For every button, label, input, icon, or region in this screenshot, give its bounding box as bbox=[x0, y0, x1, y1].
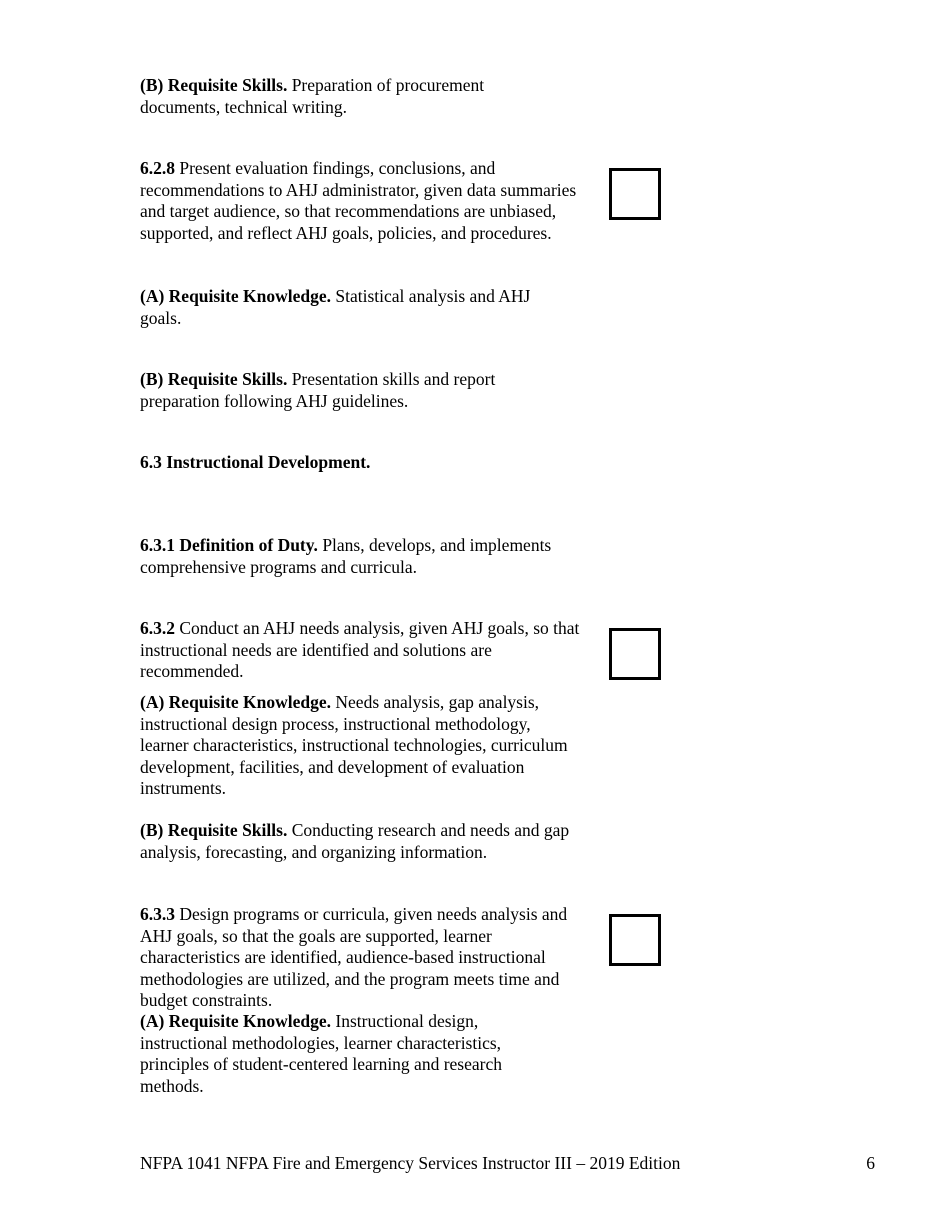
item-6-3-1-paragraph bbox=[140, 535, 590, 578]
requisite-knowledge-paragraph bbox=[140, 692, 570, 800]
requisite-skills-paragraph bbox=[140, 820, 575, 863]
item-6-3-1-text: Plans, develops, and implements comprehensive programs and curricula. bbox=[140, 535, 552, 577]
item-6-2-8-paragraph bbox=[140, 158, 595, 244]
item-6-2-8-text: Present evaluation findings, conclusions, and recommendations to AHJ administrator, given data summaries and target audience, so that recommendations are unbiased, supported, and reflect AHJ goals, policies, and procedures. bbox=[140, 158, 577, 243]
requisite-knowledge-text: Needs analysis, gap analysis, instructional design process, instructional methodology, learner characteristics, instructional technologies, curriculum development, facilities, and development of evaluation instruments. bbox=[140, 692, 568, 798]
requisite-knowledge-paragraph bbox=[140, 1011, 540, 1097]
section-heading-text: 6.3 Instructional Development. bbox=[140, 452, 371, 472]
requisite-knowledge-text: Instructional design, instructional methodologies, learner characteristics, principles of student-centered learning and research methods. bbox=[140, 1011, 502, 1096]
requisite-skills-label: (B) Requisite Skills. bbox=[140, 820, 288, 840]
requisite-skills-label: (B) Requisite Skills. bbox=[140, 369, 288, 389]
requisite-knowledge-label: (A) Requisite Knowledge. bbox=[140, 286, 332, 306]
page-number: 6 bbox=[866, 1153, 875, 1173]
requisite-skills-label: (B) Requisite Skills. bbox=[140, 75, 288, 95]
item-6-2-8-number: 6.2.8 bbox=[140, 158, 175, 178]
item-6-3-2-text: Conduct an AHJ needs analysis, given AHJ goals, so that instructional needs are identified and solutions are recommended. bbox=[140, 618, 580, 681]
requisite-skills-paragraph bbox=[140, 369, 530, 412]
requisite-knowledge-label: (A) Requisite Knowledge. bbox=[140, 1011, 332, 1031]
requisite-skills-text: Preparation of procurement documents, technical writing. bbox=[140, 75, 485, 117]
footer-title: NFPA 1041 NFPA Fire and Emergency Services Instructor III – 2019 Edition bbox=[140, 1153, 681, 1173]
item-6-2-8-checkbox[interactable] bbox=[609, 168, 661, 220]
requisite-skills-paragraph bbox=[140, 75, 520, 118]
section-heading bbox=[140, 452, 600, 474]
item-6-3-2-number: 6.3.2 bbox=[140, 618, 175, 638]
requisite-knowledge-paragraph bbox=[140, 286, 565, 329]
item-6-3-3-paragraph bbox=[140, 904, 592, 1012]
item-6-3-3-text: Design programs or curricula, given needs analysis and AHJ goals, so that the goals are supported, learner characteristics are identified, audience-based instructional methodologies are utilized, and the program meets time and budget constraints. bbox=[140, 904, 568, 1010]
item-6-3-2-paragraph bbox=[140, 618, 595, 683]
item-6-3-3-number: 6.3.3 bbox=[140, 904, 175, 924]
requisite-skills-text: Conducting research and needs and gap analysis, forecasting, and organizing information. bbox=[140, 820, 570, 862]
requisite-skills-text: Presentation skills and report preparation following AHJ guidelines. bbox=[140, 369, 496, 411]
item-6-3-1-label: 6.3.1 Definition of Duty. bbox=[140, 535, 318, 555]
item-6-3-2-checkbox[interactable] bbox=[609, 628, 661, 680]
item-6-3-3-checkbox[interactable] bbox=[609, 914, 661, 966]
requisite-knowledge-text: Statistical analysis and AHJ goals. bbox=[140, 286, 531, 328]
requisite-knowledge-label: (A) Requisite Knowledge. bbox=[140, 692, 332, 712]
